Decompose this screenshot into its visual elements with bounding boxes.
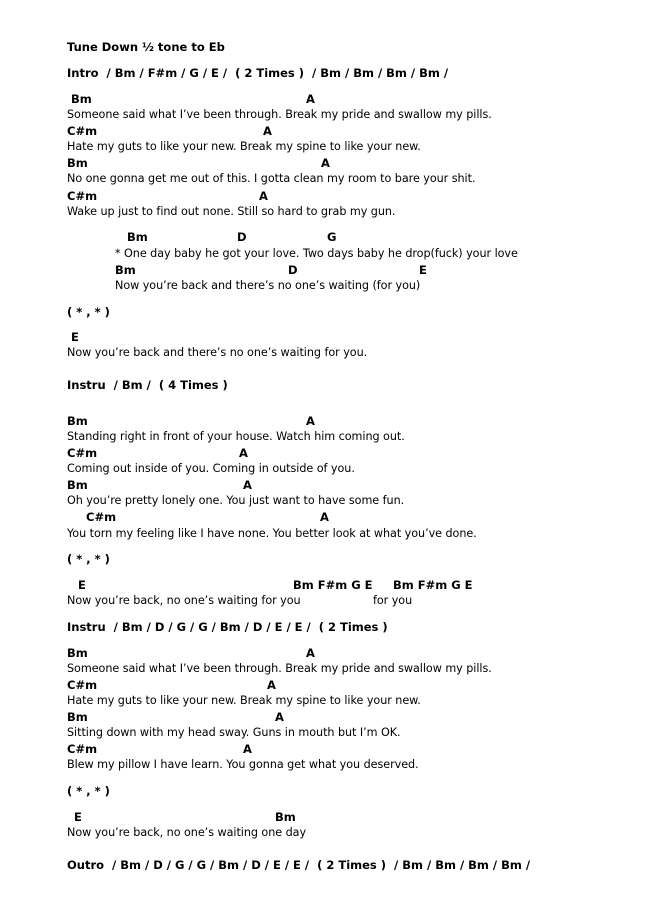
chord: Bm bbox=[67, 414, 88, 428]
chord: D bbox=[237, 230, 247, 244]
instrumental-line: Instru / Bm / D / G / G / Bm / D / E / E / ( 2 Times ) bbox=[67, 620, 388, 634]
lyric-line: You torn my feeling like I have none. You better look at what you’ve done. bbox=[67, 527, 477, 540]
chord: Bm bbox=[67, 646, 88, 660]
lyric-line: Sitting down with my head sway. Guns in mouth but I’m OK. bbox=[67, 726, 401, 739]
lyric-line: Standing right in front of your house. Watch him coming out. bbox=[67, 430, 405, 443]
chord: C#m bbox=[67, 446, 98, 460]
repeat-marker: ( * , * ) bbox=[67, 552, 110, 566]
chord: C#m bbox=[67, 189, 98, 203]
chord: E bbox=[74, 810, 82, 824]
chord: A bbox=[306, 414, 315, 428]
lyric-line: Hate my guts to like your new. Break my spine to like your new. bbox=[67, 694, 421, 707]
chord: C#m bbox=[86, 510, 117, 524]
chord: A bbox=[320, 510, 329, 524]
chord: A bbox=[243, 742, 252, 756]
chord: Bm bbox=[67, 156, 88, 170]
chord: E bbox=[419, 263, 427, 277]
chord: Bm bbox=[127, 230, 148, 244]
outro-line: Outro / Bm / D / G / G / Bm / D / E / E / ( 2 Times ) / Bm / Bm / Bm / Bm / bbox=[67, 858, 531, 872]
chord: A bbox=[263, 124, 272, 138]
chord: Bm bbox=[67, 478, 88, 492]
chord: Bm bbox=[71, 92, 92, 106]
chord: Bm F#m G E bbox=[393, 578, 473, 592]
chord: A bbox=[275, 710, 284, 724]
lyric-line: Now you’re back and there’s no one’s waiting for you. bbox=[67, 346, 368, 359]
chorus-line: * One day baby he got your love. Two days baby he drop(fuck) your love bbox=[115, 247, 518, 260]
chord: A bbox=[321, 156, 330, 170]
lyric-line: Hate my guts to like your new. Break my spine to like your new. bbox=[67, 140, 421, 153]
tuning-note: Tune Down ½ tone to Eb bbox=[67, 40, 225, 54]
chord: E bbox=[71, 330, 79, 344]
chord: Bm bbox=[275, 810, 296, 824]
chord: A bbox=[259, 189, 268, 203]
lyric-line: Now you’re back, no one’s waiting one day bbox=[67, 826, 307, 839]
repeat-marker: ( * , * ) bbox=[67, 305, 110, 319]
chord: D bbox=[288, 263, 298, 277]
chord: A bbox=[306, 92, 315, 106]
chorus-line: Now you’re back and there’s no one’s waiting (for you) bbox=[115, 279, 421, 292]
lyric-line: Someone said what I’ve been through. Break my pride and swallow my pills. bbox=[67, 662, 492, 675]
chord: C#m bbox=[67, 742, 98, 756]
lyric-line: for you bbox=[373, 594, 413, 607]
chord: G bbox=[327, 230, 337, 244]
lyric-line: Now you’re back, no one’s waiting for you bbox=[67, 594, 301, 607]
lyric-line: Oh you’re pretty lonely one. You just want to have some fun. bbox=[67, 494, 405, 507]
instrumental-line: Instru / Bm / ( 4 Times ) bbox=[67, 378, 228, 392]
chord: A bbox=[267, 678, 276, 692]
chord: Bm bbox=[67, 710, 88, 724]
lyric-line: No one gonna get me out of this. I gotta clean my room to bare your shit. bbox=[67, 172, 476, 185]
chord: A bbox=[243, 478, 252, 492]
lyric-line: Coming out inside of you. Coming in outside of you. bbox=[67, 462, 355, 475]
lyric-line: Blew my pillow I have learn. You gonna get what you deserved. bbox=[67, 758, 419, 771]
chord: A bbox=[306, 646, 315, 660]
chord: Bm F#m G E bbox=[293, 578, 373, 592]
lyric-line: Wake up just to find out none. Still so hard to grab my gun. bbox=[67, 205, 396, 218]
chord: C#m bbox=[67, 124, 98, 138]
chord: A bbox=[239, 446, 248, 460]
chord: C#m bbox=[67, 678, 98, 692]
chord: E bbox=[78, 578, 86, 592]
chord: Bm bbox=[115, 263, 136, 277]
lyric-line: Someone said what I’ve been through. Break my pride and swallow my pills. bbox=[67, 108, 492, 121]
intro-line: Intro / Bm / F#m / G / E / ( 2 Times ) / Bm / Bm / Bm / Bm / bbox=[67, 66, 449, 80]
repeat-marker: ( * , * ) bbox=[67, 784, 110, 798]
